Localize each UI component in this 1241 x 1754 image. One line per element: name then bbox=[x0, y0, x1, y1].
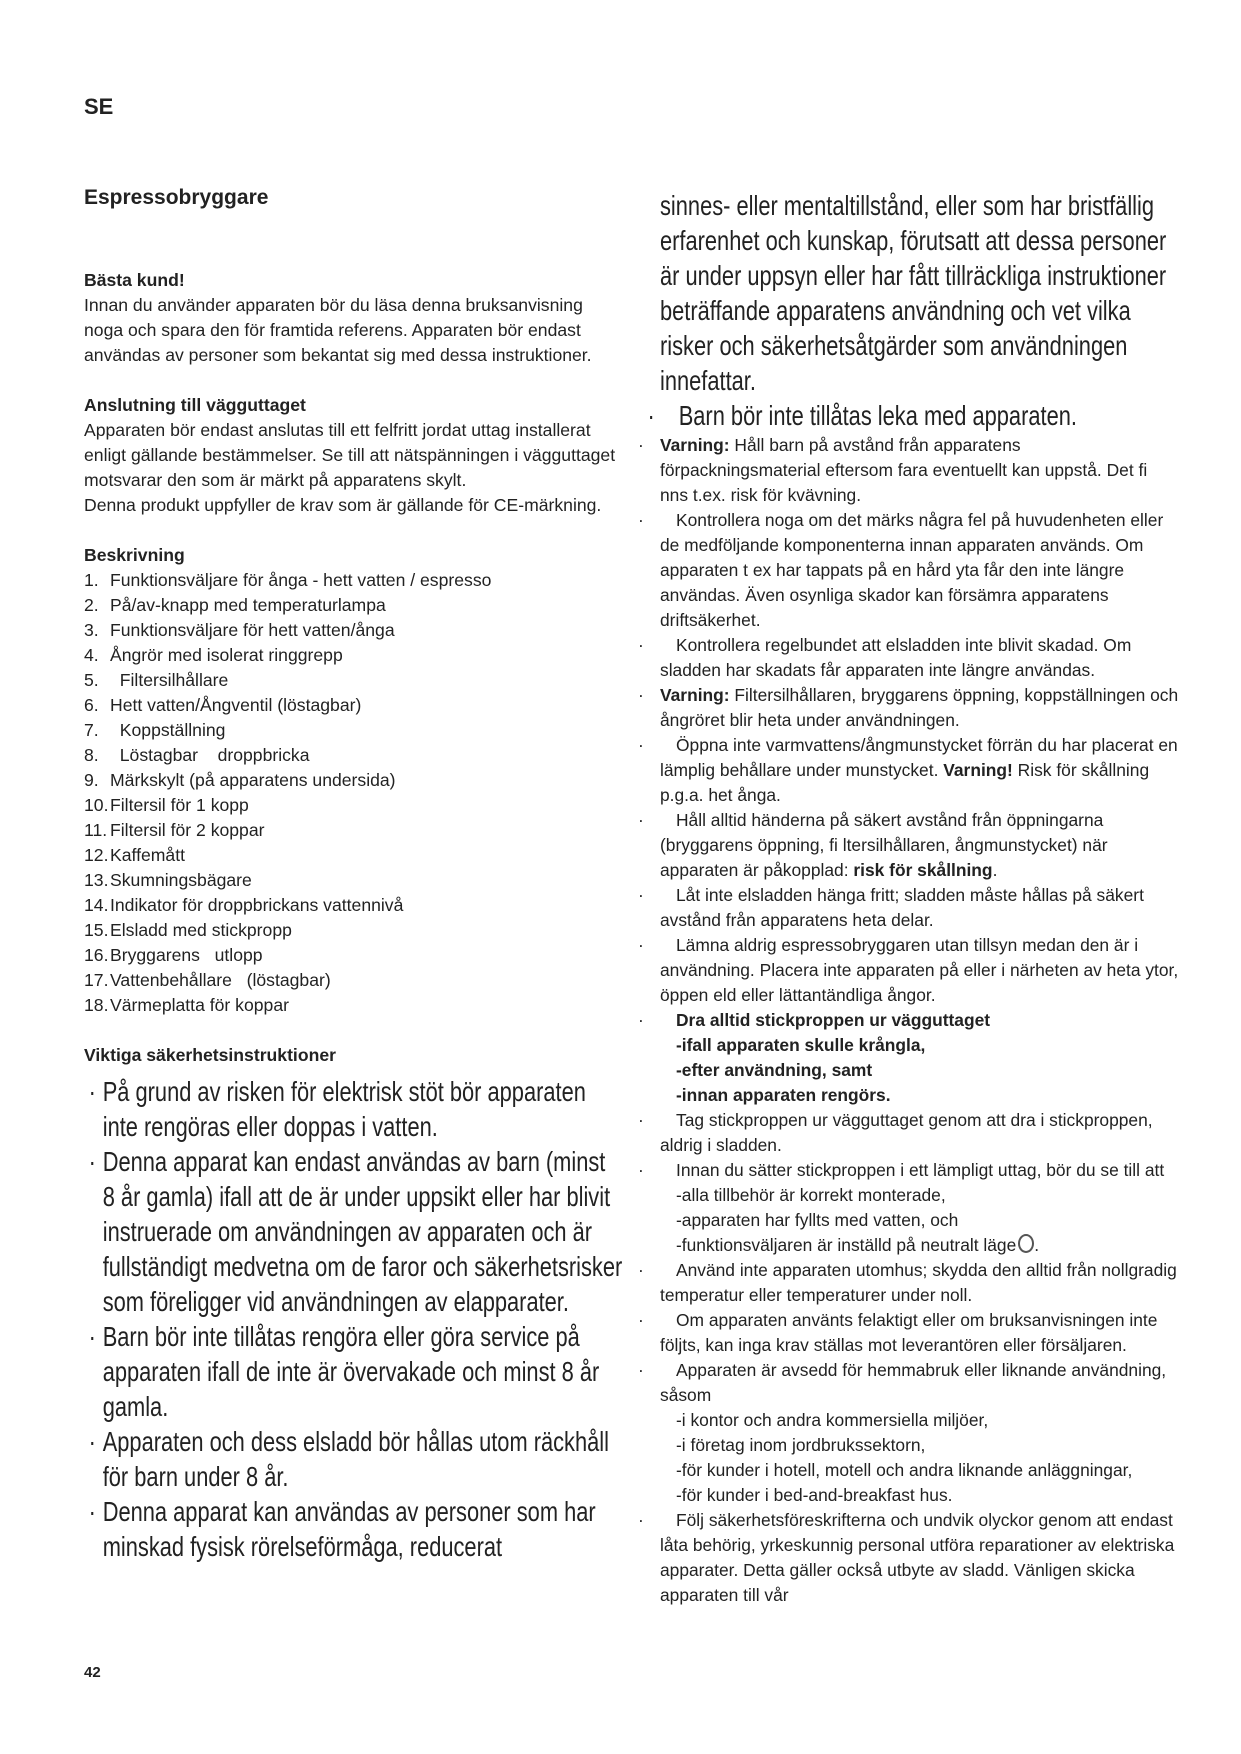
page-number: 42 bbox=[84, 1664, 101, 1681]
item-text: Skumningsbägare bbox=[110, 870, 252, 890]
item-text: Innan du sätter stickproppen i ett lämpligt uttag, bör du se till att bbox=[676, 1160, 1165, 1180]
item-number: 7. bbox=[84, 720, 99, 740]
item-number: 16. bbox=[84, 945, 109, 965]
item-text: Denna apparat kan endast användas av barn (minst 8 år gamla) ifall att de är under uppsikt eller har blivit instruerade om användningen av apparaten och är fullständigt medvetna om de faror och säkerhetsrisker som föreligger vid användningen av elapparater. bbox=[102, 1146, 623, 1317]
item-text: Vattenbehållare (löstagbar) bbox=[110, 970, 331, 990]
list-item: · Innan du sätter stickproppen i ett lämpligt uttag, bör du se till att -alla tillbehör är korrekt monterade, -apparaten har fyllts med vatten, och -funktionsväljaren är inställd på neutralt läge . bbox=[660, 1158, 1180, 1258]
warning-label: Varning! bbox=[943, 760, 1013, 780]
item-number: 4. bbox=[84, 645, 99, 665]
item-text: Lämna aldrig espressobryggaren utan tillsyn medan den är i användning. Placera inte apparaten på eller i närheten av heta ytor, öppen eld eller lättantändliga ångor. bbox=[660, 935, 1179, 1005]
list-item bbox=[84, 818, 624, 843]
item-text: Bryggarens utlopp bbox=[110, 945, 263, 965]
item-text: Låt inte elsladden hänga fritt; sladden måste hållas på säkert avstånd från apparatens heta delar. bbox=[660, 885, 1144, 930]
item-number: 9. bbox=[84, 770, 99, 790]
item-number: 15. bbox=[84, 920, 109, 940]
sub-item: -för kunder i bed-and-breakfast hus. bbox=[676, 1485, 953, 1505]
item-number: 11. bbox=[84, 820, 108, 840]
list-item bbox=[84, 593, 624, 618]
list-item bbox=[84, 1144, 623, 1319]
item-text: Märkskylt (på apparatens undersida) bbox=[110, 770, 396, 790]
list-item bbox=[84, 743, 624, 768]
greeting-section bbox=[84, 268, 624, 368]
list-item: · Öppna inte varmvattens/ångmunstycket förrän du har placerat en lämplig behållare under munstycket. Varning! Risk för skållning p.g.a. het ånga. bbox=[638, 735, 1178, 805]
list-item bbox=[84, 568, 624, 593]
list-item bbox=[84, 718, 624, 743]
list-item bbox=[84, 768, 624, 793]
item-number: 13. bbox=[84, 870, 109, 890]
item-text: Apparaten är avsedd för hemmabruk eller liknande användning, såsom bbox=[660, 1360, 1167, 1405]
list-item: · Om apparaten använts felaktigt eller om bruksanvisningen inte följts, kan inga krav ställas mot leverantören eller försäljaren. bbox=[638, 1310, 1158, 1355]
item-text: Använd inte apparaten utomhus; skydda den alltid från nollgradig temperatur eller temperaturer under noll. bbox=[660, 1260, 1177, 1305]
list-item bbox=[84, 893, 624, 918]
bullet-icon: · bbox=[88, 1321, 96, 1352]
item-number: 12. bbox=[84, 845, 109, 865]
list-item: · Apparaten är avsedd för hemmabruk eller liknande användning, såsom -i kontor och andra kommersiella miljöer, -i företag inom jordbrukssektorn, -för kunder i hotell, motell och andra liknande anläggningar, -för kunder i bed-and-breakfast hus. bbox=[660, 1358, 1180, 1508]
list-item: · Dra alltid stickproppen ur vägguttaget -ifall apparaten skulle krångla, -efter användning, samt -innan apparaten rengörs. bbox=[660, 1008, 1180, 1108]
warning-label: risk för skållning bbox=[853, 860, 993, 880]
greeting-heading: Bästa kund! bbox=[84, 270, 185, 290]
sub-item: -i företag inom jordbrukssektorn, bbox=[676, 1435, 926, 1455]
document-title: Espressobryggare bbox=[84, 186, 269, 209]
item-text: Barn bör inte tillåtas rengöra eller göra service på apparaten ifall de inte är övervakade och minst 8 år gamla. bbox=[102, 1321, 600, 1422]
bullet-icon: · bbox=[88, 1076, 96, 1107]
item-text: Barn bör inte tillåtas leka med apparaten. bbox=[678, 400, 1077, 431]
list-item bbox=[84, 1424, 623, 1494]
item-text: . bbox=[992, 860, 998, 880]
list-item: · Använd inte apparaten utomhus; skydda den alltid från nollgradig temperatur eller temperaturer under noll. bbox=[638, 1260, 1177, 1305]
bullet-icon: · bbox=[88, 1426, 96, 1457]
language-code: SE bbox=[84, 94, 114, 119]
sub-item: -i kontor och andra kommersiella miljöer, bbox=[676, 1410, 989, 1430]
list-item: · Följ säkerhetsföreskrifterna och undvik olyckor genom att endast låta behörig, yrkeskunnig personal utföra reparationer av elektriska apparater. Detta gäller också utbyte av sladd. Vänligen skicka apparaten till vår bbox=[638, 1510, 1175, 1605]
list-item bbox=[84, 1074, 623, 1144]
list-item bbox=[84, 943, 624, 968]
sub-item: -efter användning, samt bbox=[676, 1060, 873, 1080]
sub-item: -för kunder i hotell, motell och andra liknande anläggningar, bbox=[676, 1460, 1133, 1480]
right-column bbox=[638, 188, 1180, 1608]
safety-list bbox=[84, 1074, 623, 1564]
description-heading: Beskrivning bbox=[84, 545, 185, 565]
item-text: . bbox=[1034, 1235, 1040, 1255]
list-item: · Håll alltid händerna på säkert avstånd från öppningarna (bryggarens öppning, fi ltersilhållaren, ångmunstycket) när apparaten är påkopplad: risk för skållning. bbox=[638, 810, 1108, 880]
list-item bbox=[84, 643, 624, 668]
list-item: · Kontrollera noga om det märks några fel på huvudenheten eller de medföljande komponenterna innan apparaten används. Om apparaten t ex har tappats på en hård yta får den inte längre användas. Även osynliga skador kan försämra apparatens driftsäkerhet. bbox=[638, 510, 1164, 630]
item-text: Håll alltid händerna på säkert avstånd från öppningarna (bryggarens öppning, fi ltersilhållaren, ångmunstycket) när apparaten är påkopplad: bbox=[660, 810, 1108, 880]
item-text: Följ säkerhetsföreskrifterna och undvik olyckor genom att endast låta behörig, yrkeskunnig personal utföra reparationer av elektriska apparater. Detta gäller också utbyte av sladd. Vänligen skicka apparaten till vår bbox=[660, 1510, 1175, 1605]
item-text: Filtersil för 1 kopp bbox=[110, 795, 249, 815]
list-item: · Lämna aldrig espressobryggaren utan tillsyn medan den är i användning. Placera inte apparaten på eller i närheten av heta ytor, öppen eld eller lättantändliga ångor. bbox=[638, 935, 1179, 1005]
item-number: 8. bbox=[84, 745, 99, 765]
item-text: Värmeplatta för koppar bbox=[110, 995, 289, 1015]
connection-heading: Anslutning till vägguttaget bbox=[84, 395, 306, 415]
greeting-text: Innan du använder apparaten bör du läsa denna bruksanvisning noga och spara den för framtida referens. Apparaten bör endast användas av personer som bekantat sig med dessa instruktioner. bbox=[84, 295, 592, 365]
connection-section bbox=[84, 393, 624, 518]
item-number: 3. bbox=[84, 620, 99, 640]
sub-item: -innan apparaten rengörs. bbox=[676, 1085, 891, 1105]
sub-item: -ifall apparaten skulle krångla, bbox=[676, 1035, 926, 1055]
list-item: · Varning: Filtersilhållaren, bryggarens öppning, koppställningen och ångröret blir heta under användningen. bbox=[638, 685, 1179, 730]
item-text: Löstagbar droppbricka bbox=[110, 745, 310, 765]
safety-list-right bbox=[638, 433, 1180, 1608]
item-text: På grund av risken för elektrisk stöt bör apparaten inte rengöras eller doppas i vatten. bbox=[102, 1076, 586, 1142]
list-item: · Låt inte elsladden hänga fritt; sladden måste hållas på säkert avstånd från apparatens heta delar. bbox=[638, 885, 1144, 930]
item-text: -funktionsväljaren är inställd på neutralt läge bbox=[676, 1235, 1017, 1255]
safety-heading: Viktiga säkerhetsinstruktioner bbox=[84, 1045, 336, 1065]
sub-item: -alla tillbehör är korrekt monterade, bbox=[676, 1185, 946, 1205]
item-number: 6. bbox=[84, 695, 99, 715]
list-item: · Varning: Håll barn på avstånd från apparatens förpackningsmaterial eftersom fara eventuellt kan uppstå. Det fi nns t.ex. risk för kvävning. bbox=[638, 435, 1148, 505]
bullet-icon: · bbox=[88, 1146, 96, 1177]
list-item bbox=[84, 618, 624, 643]
sub-item bbox=[660, 1233, 1180, 1258]
item-text: Risk för skållning p.g.a. het ånga. bbox=[660, 760, 1150, 805]
left-column bbox=[84, 186, 624, 1564]
item-text: Koppställning bbox=[110, 720, 226, 740]
list-item bbox=[84, 968, 624, 993]
list-item bbox=[84, 993, 624, 1018]
item-text: Indikator för droppbrickans vattennivå bbox=[110, 895, 404, 915]
list-item bbox=[84, 693, 624, 718]
item-text: Kontrollera regelbundet att elsladden inte blivit skadad. Om sladden har skadats får apparaten inte längre användas. bbox=[660, 635, 1132, 680]
item-text: Om apparaten använts felaktigt eller om bruksanvisningen inte följts, kan inga krav ställas mot leverantören eller försäljaren. bbox=[660, 1310, 1158, 1355]
item-text: Tag stickproppen ur vägguttaget genom att dra i stickproppen, aldrig i sladden. bbox=[660, 1110, 1153, 1155]
continuation-text: sinnes- eller mentaltillstånd, eller som har bristfällig erfarenhet och kunskap, förutsatt att dessa personer är under uppsyn eller har fått tillräckliga instruktioner beträffande apparatens användning och vet vilka risker och säkerhetsåtgärder som användningen innefattar. bbox=[660, 190, 1167, 396]
bullet-icon: · bbox=[88, 1496, 96, 1527]
item-text: Apparaten och dess elsladd bör hållas utom räckhåll för barn under 8 år. bbox=[102, 1426, 609, 1492]
sub-item: -apparaten har fyllts med vatten, och bbox=[676, 1210, 959, 1230]
item-number: 5. bbox=[84, 670, 99, 690]
item-text: Hett vatten/Ångventil (löstagbar) bbox=[110, 695, 362, 715]
list-item bbox=[84, 868, 624, 893]
item-number: 14. bbox=[84, 895, 109, 915]
warning-label: Varning: bbox=[660, 685, 730, 705]
item-text: Funktionsväljare för ånga - hett vatten / espresso bbox=[110, 570, 492, 590]
item-text: Kaffemått bbox=[110, 845, 185, 865]
item-text: På/av-knapp med temperaturlampa bbox=[110, 595, 386, 615]
item-text: Dra alltid stickproppen ur vägguttaget bbox=[676, 1010, 991, 1030]
item-text: Ångrör med isolerat ringgrepp bbox=[110, 645, 343, 665]
parts-list bbox=[84, 568, 624, 1018]
warning-label: Varning: bbox=[660, 435, 730, 455]
list-item bbox=[84, 668, 624, 693]
list-item: · Tag stickproppen ur vägguttaget genom att dra i stickproppen, aldrig i sladden. bbox=[638, 1110, 1153, 1155]
item-text: Filtersilhållaren, bryggarens öppning, koppställningen och ångröret blir heta under användningen. bbox=[660, 685, 1179, 730]
list-item: · Kontrollera regelbundet att elsladden inte blivit skadad. Om sladden har skadats får apparaten inte längre användas. bbox=[638, 635, 1132, 680]
item-number: 10. bbox=[84, 795, 109, 815]
neutral-position-icon bbox=[1018, 1234, 1034, 1253]
ce-text: Denna produkt uppfyller de krav som är gällande för CE-märkning. bbox=[84, 495, 602, 515]
safety-section bbox=[84, 1043, 624, 1564]
item-text: Elsladd med stickpropp bbox=[110, 920, 292, 940]
item-number: 17. bbox=[84, 970, 109, 990]
item-text: Håll barn på avstånd från apparatens förpackningsmaterial eftersom fara eventuellt kan uppstå. Det fi nns t.ex. risk för kvävning. bbox=[660, 435, 1148, 505]
item-number: 1. bbox=[84, 570, 99, 590]
item-number: 2. bbox=[84, 595, 99, 615]
item-text: Kontrollera noga om det märks några fel på huvudenheten eller de medföljande komponenterna innan apparaten används. Om apparaten t ex har tappats på en hård yta får den inte längre användas. Även osynliga skador kan försämra apparatens driftsäkerhet. bbox=[660, 510, 1164, 630]
list-item bbox=[84, 793, 624, 818]
item-text: Öppna inte varmvattens/ångmunstycket förrän du har placerat en lämplig behållare under munstycket. bbox=[660, 735, 1178, 780]
item-number: 18. bbox=[84, 995, 109, 1015]
list-item bbox=[84, 918, 624, 943]
list-item bbox=[84, 1494, 623, 1564]
item-text: Filtersil för 2 koppar bbox=[110, 820, 265, 840]
safety-large-list bbox=[84, 1074, 623, 1564]
description-section bbox=[84, 543, 624, 1018]
list-item: · Barn bör inte tillåtas leka med apparaten. bbox=[647, 400, 1077, 431]
item-text: Filtersilhållare bbox=[110, 670, 229, 690]
item-text: Denna apparat kan användas av personer som har minskad fysisk rörelseförmåga, reducerat bbox=[102, 1496, 596, 1562]
list-item bbox=[84, 843, 624, 868]
connection-text: Apparaten bör endast anslutas till ett felfritt jordat uttag installerat enligt gällande bestämmelser. Se till att nätspänningen i vägguttaget motsvarar den som är märkt på apparatens skylt. bbox=[84, 420, 616, 490]
list-item bbox=[84, 1319, 623, 1424]
item-text: Funktionsväljare för hett vatten/ånga bbox=[110, 620, 395, 640]
